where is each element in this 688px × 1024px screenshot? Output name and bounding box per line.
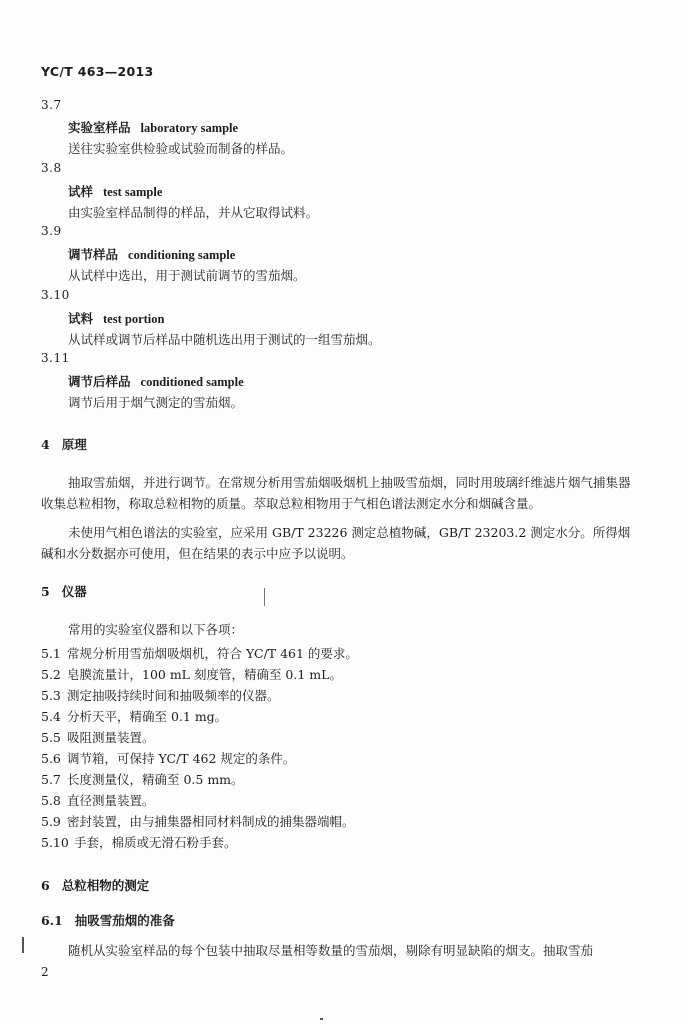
term-cn: 试样 bbox=[68, 184, 94, 199]
subsection-title: 抽吸雪茄烟的准备 bbox=[74, 913, 175, 928]
paragraph: 随机从实验室样品的每个包装中抽取尽量相等数量的雪茄烟，剔除有明显缺陷的烟支。抽取雪茄 bbox=[68, 943, 594, 958]
subsection-heading bbox=[41, 911, 175, 929]
section-heading bbox=[41, 435, 87, 453]
section-intro: 常用的实验室仪器和以下各项： bbox=[68, 622, 244, 637]
list-item bbox=[41, 812, 355, 830]
scan-artifact-mark bbox=[264, 588, 265, 606]
paragraph: 未使用气相色谱法的实验室，应采用 GB/T 23226 测定总植物碱，GB/T 23203.2 测定水分。所得烟碱和水分数据亦可使用，但在结果的表示中应予以说明。 bbox=[41, 525, 631, 561]
item-text: 吸阻测量装置。 bbox=[67, 730, 155, 745]
clause-number: 3.9 bbox=[41, 224, 62, 238]
term bbox=[68, 182, 162, 200]
item-number: 5.6 bbox=[41, 751, 61, 766]
subsection-number: 6.1 bbox=[41, 913, 63, 928]
document-code: YC/T 463—2013 bbox=[41, 64, 154, 79]
clause-number: 3.11 bbox=[41, 351, 70, 365]
item-text: 手套，棉质或无滑石粉手套。 bbox=[74, 835, 237, 850]
item-number: 5.10 bbox=[41, 835, 69, 850]
list-item bbox=[41, 665, 342, 683]
item-text: 常规分析用雪茄烟吸烟机，符合 YC/T 461 的要求。 bbox=[67, 646, 358, 661]
section-number: 6 bbox=[41, 878, 50, 893]
item-number: 5.3 bbox=[41, 688, 61, 703]
section-title: 总粒相物的测定 bbox=[61, 878, 150, 893]
term-cn: 调节后样品 bbox=[68, 374, 131, 389]
clause-number: 3.10 bbox=[41, 288, 70, 302]
item-text: 测定抽吸持续时间和抽吸频率的仪器。 bbox=[67, 688, 280, 703]
term-cn: 实验室样品 bbox=[68, 120, 131, 135]
clause-number: 3.8 bbox=[41, 161, 62, 175]
term-cn: 试料 bbox=[68, 311, 94, 326]
definition-text: 由实验室样品制得的样品，并从它取得试料。 bbox=[68, 205, 319, 220]
item-text: 直径测量装置。 bbox=[67, 793, 155, 808]
definition-text: 送往实验室供检验或试验而制备的样品。 bbox=[68, 141, 294, 156]
term-en: conditioning sample bbox=[128, 248, 236, 262]
section-heading bbox=[41, 582, 87, 600]
section-number: 5 bbox=[41, 584, 50, 599]
section-title: 仪器 bbox=[61, 584, 87, 599]
list-item bbox=[41, 770, 244, 788]
term-en: conditioned sample bbox=[140, 375, 244, 389]
term bbox=[68, 309, 164, 327]
list-item bbox=[41, 686, 280, 704]
list-item bbox=[41, 791, 155, 809]
list-item bbox=[41, 728, 155, 746]
item-number: 5.5 bbox=[41, 730, 61, 745]
term bbox=[68, 372, 244, 390]
section-number: 4 bbox=[41, 437, 50, 452]
list-item bbox=[41, 644, 358, 662]
term-en: laboratory sample bbox=[140, 121, 239, 135]
term-cn: 调节样品 bbox=[68, 247, 119, 262]
definition-text: 从试样中选出，用于测试前调节的雪茄烟。 bbox=[68, 268, 306, 283]
item-number: 5.1 bbox=[41, 646, 61, 661]
list-item bbox=[41, 749, 295, 767]
item-text: 长度测量仪，精确至 0.5 mm。 bbox=[67, 772, 244, 787]
term-en: test sample bbox=[103, 185, 163, 199]
item-number: 5.4 bbox=[41, 709, 61, 724]
list-item bbox=[41, 833, 237, 851]
item-number: 5.2 bbox=[41, 667, 61, 682]
definition-text: 调节后用于烟气测定的雪茄烟。 bbox=[68, 395, 244, 410]
item-text: 密封装置，由与捕集器相同材料制成的捕集器端帽。 bbox=[67, 814, 355, 829]
section-heading bbox=[41, 876, 149, 894]
page-number: 2 bbox=[41, 965, 49, 979]
section-title: 原理 bbox=[61, 437, 87, 452]
change-bar-mark bbox=[22, 937, 24, 953]
definition-text: 从试样或调节后样品中随机选出用于测试的一组雪茄烟。 bbox=[68, 332, 381, 347]
paragraph: 抽取雪茄烟，并进行调节。在常规分析用雪茄烟吸烟机上抽吸雪茄烟，同时用玻璃纤维滤片烟气捕集器收集总粒相物，称取总粒相物的质量。萃取总粒相物用于气相色谱法测定水分和烟碱含量。 bbox=[41, 475, 631, 511]
clause-number: 3.7 bbox=[41, 98, 62, 112]
scan-artifact-dot bbox=[320, 1018, 323, 1020]
item-text: 分析天平，精确至 0.1 mg。 bbox=[67, 709, 228, 724]
term-en: test portion bbox=[103, 312, 165, 326]
item-text: 调节箱，可保持 YC/T 462 规定的条件。 bbox=[67, 751, 296, 766]
item-number: 5.9 bbox=[41, 814, 61, 829]
item-number: 5.8 bbox=[41, 793, 61, 808]
list-item bbox=[41, 707, 227, 725]
item-number: 5.7 bbox=[41, 772, 61, 787]
term bbox=[68, 245, 235, 263]
item-text: 皂膜流量计，100 mL 刻度管，精确至 0.1 mL。 bbox=[67, 667, 342, 682]
term bbox=[68, 118, 238, 136]
